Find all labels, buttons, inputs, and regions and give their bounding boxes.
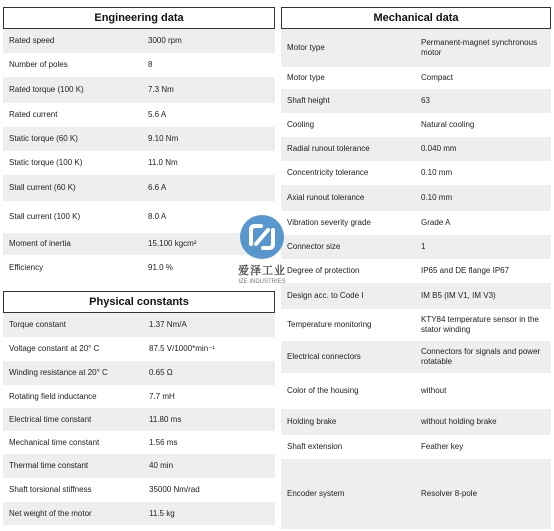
row-value: 0.10 mm [421, 168, 453, 177]
row-label: Shaft torsional stiffness [9, 485, 92, 494]
row-label: Net weight of the motor [9, 508, 92, 518]
table-row [281, 137, 551, 161]
row-value: Permanent-magnet synchronous motor [421, 38, 538, 57]
row-label: Rotating field inductance [9, 391, 97, 401]
row-label: Winding resistance at 20° C [9, 368, 108, 377]
row-value: without [421, 386, 447, 395]
physical-constants-header: Physical constants [3, 291, 275, 313]
row-label: Electrical connectors [287, 352, 361, 361]
row-value: 35000 Nm/rad [149, 485, 200, 494]
table-row [3, 127, 275, 151]
mechanical-data-panel [281, 7, 551, 529]
row-label: Stall current (60 K) [9, 183, 76, 192]
table-row [281, 259, 551, 283]
row-value: 0.10 mm [421, 193, 453, 202]
row-value: Feather key [421, 442, 464, 451]
table-row [3, 151, 275, 175]
table-row [281, 409, 551, 435]
table-row [3, 337, 275, 361]
table-row [3, 313, 275, 337]
row-label: Axial runout tolerance [287, 193, 365, 202]
row-value: IP65 and DE flange IP67 [421, 266, 510, 275]
row-value: 1 [421, 242, 426, 251]
table-row [281, 341, 551, 373]
row-label: Connector size [287, 242, 341, 251]
row-label: Electrical time constant [9, 414, 92, 424]
mechanical-data-header: Mechanical data [281, 7, 551, 29]
row-value: 7.7 mH [149, 391, 175, 401]
table-row [281, 309, 551, 341]
row-label: Efficiency [9, 263, 44, 272]
engineering-data-rows [3, 29, 275, 281]
row-label: Stall current (100 K) [9, 212, 81, 221]
row-value: 5.6 A [148, 110, 167, 119]
row-value: Compact [421, 73, 454, 82]
table-row [3, 29, 275, 53]
row-label: Mechanical time constant [9, 437, 100, 447]
row-label: Holding brake [287, 417, 337, 426]
row-value: without holding brake [421, 417, 497, 426]
watermark-en-text: IZE INDUSTRIES [238, 279, 286, 285]
row-label: Static torque (100 K) [9, 158, 83, 167]
row-value: KTY84 temperature sensor in the stator winding [421, 315, 539, 334]
table-row [3, 233, 275, 255]
table-row [3, 77, 275, 103]
row-label: Thermal time constant [9, 461, 89, 470]
table-row [281, 459, 551, 529]
table-row [3, 502, 275, 525]
watermark-cn-text: 爱泽工业 [238, 265, 286, 277]
row-value: 91.0 % [148, 263, 173, 272]
row-label: Number of poles [9, 60, 68, 69]
row-value: Grade A [421, 218, 451, 227]
row-value: Natural cooling [421, 120, 475, 129]
row-value: IM B5 (IM V1, IM V3) [421, 291, 496, 300]
row-label: Temperature monitoring [287, 320, 372, 329]
physical-constants-panel [3, 291, 275, 525]
row-value: 1.37 Nm/A [149, 320, 187, 329]
table-row [3, 201, 275, 233]
row-value: 11.80 ms [149, 414, 182, 424]
row-label: Shaft height [287, 96, 330, 105]
row-value: 8 [148, 60, 153, 69]
table-row [3, 53, 275, 77]
row-value: 7.3 Nm [148, 85, 174, 94]
row-value: 0.040 mm [421, 144, 457, 153]
row-label: Vibration severity grade [287, 218, 371, 227]
row-label: Radial runout tolerance [287, 144, 370, 153]
mechanical-data-rows [281, 29, 551, 529]
row-label: Rated current [9, 110, 58, 119]
row-label: Encoder system [287, 489, 345, 498]
row-label: Design acc. to Code I [287, 291, 364, 300]
row-value: 6.6 A [148, 183, 167, 192]
row-label: Torque constant [9, 320, 66, 329]
physical-constants-rows [3, 313, 275, 525]
table-row [281, 113, 551, 137]
row-value: 0.65 Ω [149, 368, 173, 377]
row-value: 11.0 Nm [148, 158, 178, 167]
row-label: Voltage constant at 20° C [9, 344, 100, 353]
row-label: Cooling [287, 120, 315, 129]
table-row [3, 361, 275, 385]
row-label: Degree of protection [287, 266, 360, 275]
row-label: Moment of inertia [9, 239, 71, 248]
row-label: Motor type [287, 43, 325, 52]
table-row [281, 161, 551, 185]
table-row [281, 283, 551, 309]
table-row [3, 478, 275, 502]
row-label: Rated torque (100 K) [9, 85, 84, 94]
table-row [3, 431, 275, 454]
row-value: 1.56 ms [149, 437, 178, 447]
table-row [281, 373, 551, 409]
table-row [281, 235, 551, 259]
row-label: Shaft extension [287, 442, 343, 451]
row-value: 3000 rpm [148, 36, 182, 45]
table-row [3, 103, 275, 127]
row-label: Motor type [287, 73, 325, 82]
table-row [3, 175, 275, 201]
engineering-data-panel [3, 7, 275, 281]
table-row [3, 255, 275, 281]
table-row [3, 385, 275, 408]
row-value: 63 [421, 96, 430, 105]
row-label: Rated speed [9, 36, 55, 45]
row-value: 87.5 V/1000*min⁻¹ [149, 344, 216, 353]
row-label: Static torque (60 K) [9, 134, 78, 143]
table-row [281, 29, 551, 67]
table-row [281, 435, 551, 459]
row-value: 11.5 kg [149, 508, 175, 518]
table-row [3, 454, 275, 478]
row-label: Concentricity tolerance [287, 168, 369, 177]
row-value: 40 min [149, 461, 174, 470]
engineering-data-header: Engineering data [3, 7, 275, 29]
row-value: Resolver 8-pole [421, 489, 478, 498]
table-row [281, 89, 551, 113]
table-row [281, 185, 551, 211]
table-row [281, 67, 551, 89]
table-row [3, 408, 275, 431]
row-value: 9.10 Nm [148, 134, 179, 143]
row-value: 15.100 kgcm² [148, 239, 197, 248]
table-row [281, 211, 551, 235]
row-label: Color of the housing [287, 386, 359, 395]
row-value: 8.0 A [148, 212, 167, 221]
row-value: Connectors for signals and power rotatable [421, 347, 541, 366]
